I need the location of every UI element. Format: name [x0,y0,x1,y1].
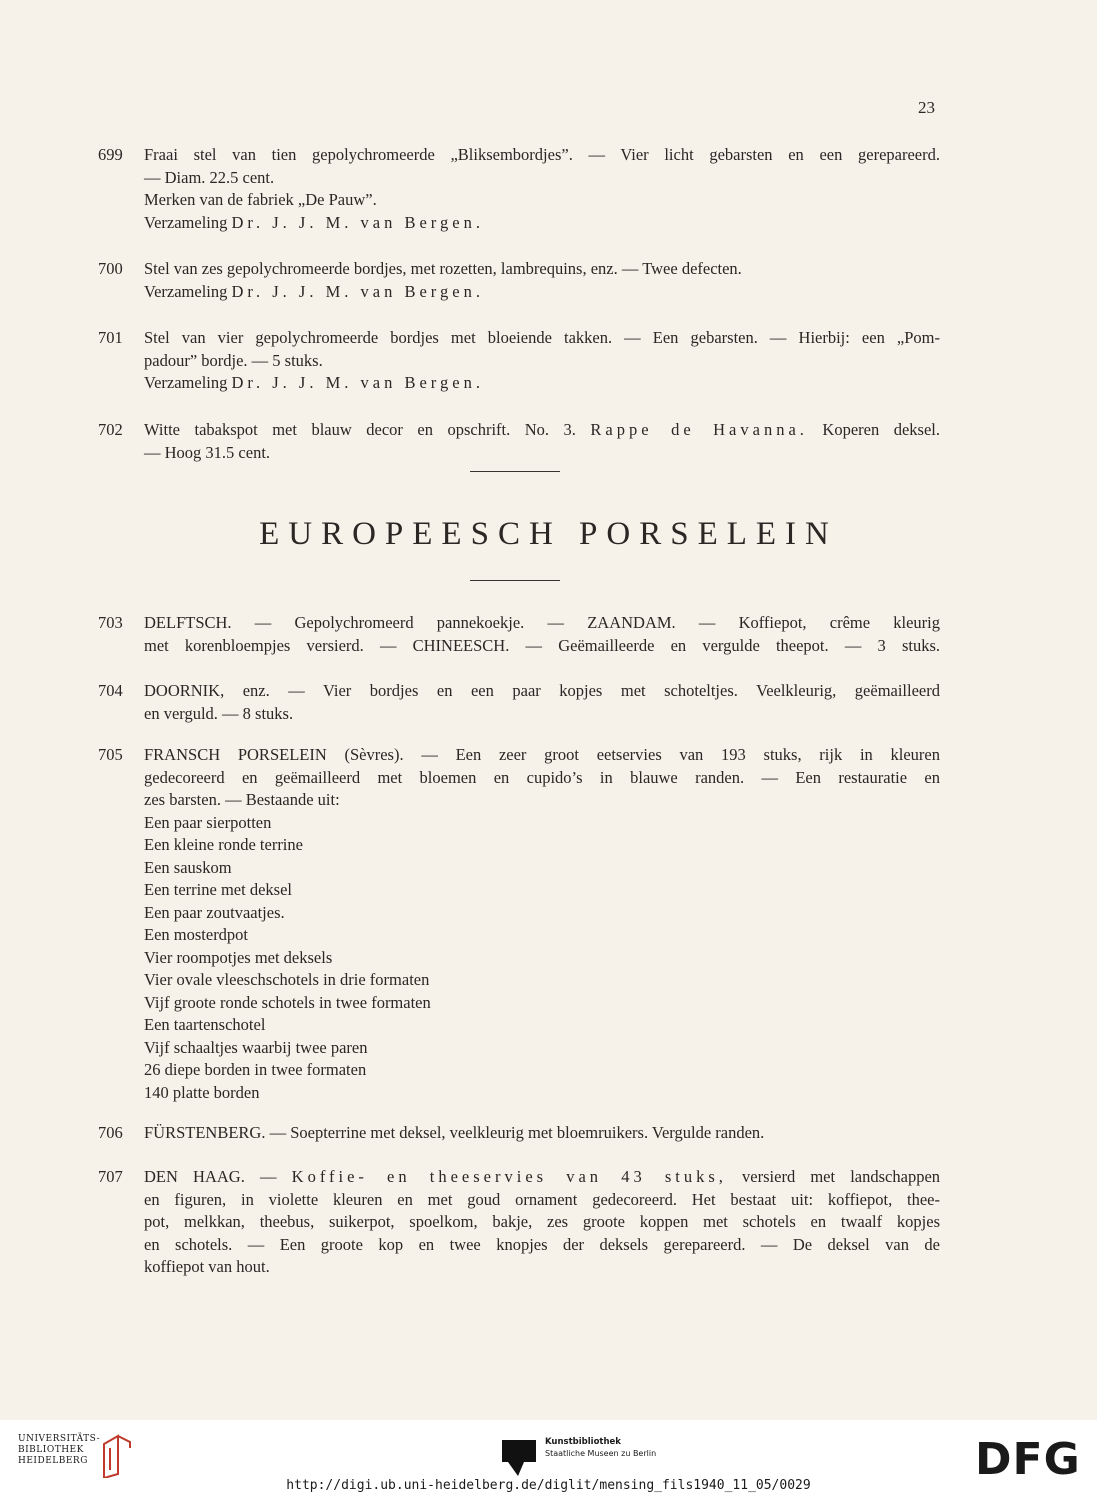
lot-number: 699 [98,145,123,164]
lot-number: 702 [98,420,123,439]
lot-text: — Hoog 31.5 cent. [144,442,271,462]
list-item: Een paar zoutvaatjes. [144,902,285,922]
lot-705 [98,744,940,1104]
divider-rule [470,580,560,581]
list-item: Vier roompotjes met deksels [144,947,333,967]
lot-text: DOORNIK, enz. — Vier bordjes en een paar kopjes met schoteltjes. Veelkleurig, geëmailleerd [144,681,940,700]
source-url[interactable]: http://digi.ub.uni-heidelberg.de/diglit/mensing_fils1940_11_05/0029 [286,1478,811,1493]
ub-heidelberg-logo[interactable]: UNIVERSITÄTS- BIBLIOTHEK HEIDELBERG [18,1434,101,1466]
lot-text: gedecoreerd en geëmailleerd met bloemen en cupido’s in blauwe randen. — Een restauratie en [144,767,940,787]
lot-704 [98,680,940,725]
list-item: Een mosterdpot [144,925,249,944]
lot-699 [98,144,940,234]
kunstbibliothek-logo-icon [502,1438,536,1478]
spaced-title: Koffie- en theeservies van 43 stuks, [291,1167,727,1186]
page-number: 23 [918,98,935,117]
lot-text: DEN HAAG. — Koffie- en theeservies van 43 stuks, versierd met landschappen [144,1167,941,1186]
lot-text: FRANSCH PORSELEIN (Sèvres). — Een zeer groot eetservies van 193 stuks, rijk in kleuren [144,745,940,764]
lot-text: koffiepot van hout. [144,1257,270,1276]
collection-name: Dr. J. J. M. van Bergen. [231,373,484,392]
list-item: Een terrine met deksel [144,880,292,899]
lot-text: DELFTSCH. — Gepolychromeerd pannekoekje. — ZAANDAM. — Koffiepot, crême kleurig [144,613,940,632]
list-item: Een paar sierpotten [144,812,272,832]
lot-text: Stel van vier gepolychromeerde bordjes met bloeiende takken. — Een gebarsten. — Hierbij: een „Pom- [144,328,940,347]
lot-text: met korenbloempjes versierd. — CHINEESCH. — Geëmailleerde en vergulde theepot. — 3 stuks. [144,635,940,655]
lot-text: pot, melkkan, theebus, suikerpot, spoelkom, bakje, zes groote koppen met schotels en twaalf kopjes [144,1212,940,1231]
lot-number: 704 [98,681,123,700]
lot-700 [98,258,940,303]
dfg-logo[interactable]: DFG [975,1434,1081,1485]
lot-text: FÜRSTENBERG. — Soepterrine met deksel, veelkleurig met bloemruikers. Vergulde randen. [144,1123,765,1142]
lot-text: en figuren, in violette kleuren en met goud ornament gedecoreerd. Het bestaat uit: koffiepot, thee- [144,1189,940,1209]
list-item: Vijf groote ronde schotels in twee formaten [144,992,431,1012]
collection-name: Dr. J. J. M. van Bergen. [231,212,484,232]
divider-rule [470,471,560,472]
lot-provenance: Verzameling Dr. J. J. M. van Bergen. [144,281,484,301]
lot-number: 707 [98,1167,123,1186]
lot-703 [98,612,940,657]
lot-provenance: Verzameling Dr. J. J. M. van Bergen. [144,373,484,392]
footer-bar [0,1420,1097,1501]
list-item: 140 platte borden [144,1082,260,1102]
lot-marks: Merken van de fabriek „De Pauw”. [144,190,377,209]
lot-text: — Diam. 22.5 cent. [144,167,275,187]
section-title: EUROPEESCH PORSELEIN [259,516,838,552]
kunstbibliothek-label[interactable]: Kunstbibliothek Staatliche Museen zu Berlin [545,1437,657,1458]
lot-text: Witte tabakspot met blauw decor en opschrift. No. 3. Rappe de Havanna. Koperen deksel. [144,420,940,439]
list-item: Een sauskom [144,857,232,877]
lot-701 [98,327,940,395]
list-item: Vijf schaaltjes waarbij twee paren [144,1037,368,1057]
lot-text: padour” bordje. — 5 stuks. [144,350,323,370]
lot-707 [98,1166,940,1279]
lot-text: en verguld. — 8 stuks. [144,703,294,723]
ub-book-icon [100,1434,134,1478]
lot-number: 705 [98,745,123,764]
collection-name: Dr. J. J. M. van Bergen. [231,281,484,301]
list-item: Een taartenschotel [144,1015,266,1034]
lot-text: zes barsten. — Bestaande uit: [144,790,340,809]
lot-text: Fraai stel van tien gepolychromeerde „Bliksembordjes”. — Vier licht gebarsten en een gerepareerd. [144,145,940,164]
lot-706 [98,1122,940,1145]
lot-text: Stel van zes gepolychromeerde bordjes, met rozetten, lambrequins, enz. — Twee defecten. [144,259,742,278]
spaced-title: Rappe de Havanna. [590,420,808,439]
list-item: Vier ovale vleeschschotels in drie formaten [144,970,430,989]
list-item: 26 diepe borden in twee formaten [144,1060,367,1079]
lot-provenance: Verzameling Dr. J. J. M. van Bergen. [144,212,484,232]
lot-number: 706 [98,1123,123,1142]
lot-number: 700 [98,259,123,278]
lot-702 [98,419,940,464]
lot-number: 701 [98,328,123,347]
lot-text: en schotels. — Een groote kop en twee knopjes der deksels gerepareerd. — De deksel van de [144,1234,940,1254]
list-item: Een kleine ronde terrine [144,835,303,854]
lot-number: 703 [98,613,123,632]
